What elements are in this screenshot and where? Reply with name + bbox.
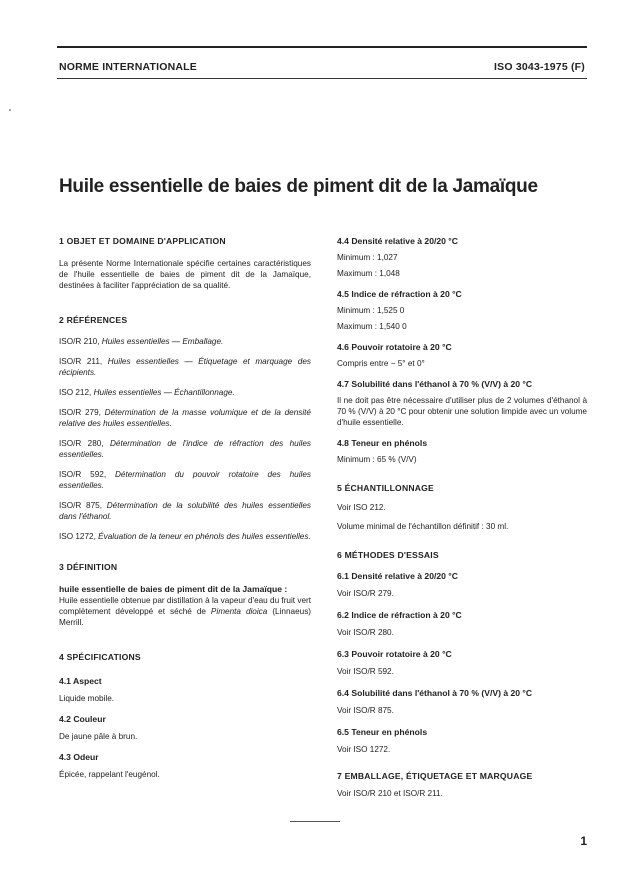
section-1-heading: 1 OBJET ET DOMAINE D'APPLICATION — [59, 236, 226, 246]
footer-rule — [290, 821, 340, 822]
section-4-4-maximum: Maximum : 1,048 — [337, 269, 400, 278]
references-list — [59, 336, 311, 542]
section-6-1-heading: 6.1 Densité relative à 20/20 °C — [337, 571, 458, 581]
left-column — [59, 236, 311, 780]
section-4-7-heading: 4.7 Solubilité dans l'éthanol à 70 % (V/V) à 20 °C — [337, 379, 533, 389]
reference-item: ISO 1272, Évaluation de la teneur en phénols des huiles essentielles. — [59, 532, 311, 541]
header-rule-top — [57, 46, 587, 48]
section-4-8-heading: 4.8 Teneur en phénols — [337, 438, 428, 448]
section-1-body: La présente Norme Internationale spécifie certaines caractéristiques de l'huile essentielle de baies de piment dit de la Jamaïque, destinées à faciliter l'appréciation de sa qualité. — [59, 259, 311, 290]
section-2-heading: 2 RÉFÉRENCES — [59, 315, 128, 325]
definition-body: Huile essentielle obtenue par distillation à la vapeur d'eau du fruit vert complètement développé et séché de Pimenta dioica (Linnaeus) Merrill. — [59, 596, 312, 627]
section-4-1-body: Liquide mobile. — [59, 694, 115, 703]
section-4-6-heading: 4.6 Pouvoir rotatoire à 20 °C — [337, 342, 452, 352]
section-4-heading: 4 SPÉCIFICATIONS — [59, 652, 141, 662]
section-4-8-body: Minimum : 65 % (V/V) — [337, 455, 417, 464]
section-6-2-body: Voir ISO/R 280. — [337, 628, 394, 637]
section-4-3-body: Épicée, rappelant l'eugénol. — [59, 770, 160, 779]
section-7-body: Voir ISO/R 210 et ISO/R 211. — [337, 789, 443, 798]
definition-term: huile essentielle de baies de piment dit de la Jamaïque : — [59, 584, 288, 594]
section-7-heading: 7 EMBALLAGE, ÉTIQUETAGE ET MARQUAGE — [337, 771, 533, 781]
section-6-5-heading: 6.5 Teneur en phénols — [337, 727, 428, 737]
page-number: 1 — [580, 834, 587, 848]
section-4-2-heading: 4.2 Couleur — [59, 714, 106, 724]
section-5-line-2: Volume minimal de l'échantillon définitif : 30 ml. — [337, 522, 509, 531]
section-4-4-minimum: Minimum : 1,027 — [337, 253, 398, 262]
reference-item: ISO 212, Huiles essentielles — Échantillonnage. — [59, 388, 235, 397]
section-4-6-body: Compris entre − 5° et 0° — [337, 359, 425, 368]
reference-item: ISO/R 280, Détermination de l'indice de réfraction des huiles essentielles. — [59, 439, 311, 459]
section-6-heading: 6 MÉTHODES D'ESSAIS — [337, 550, 439, 560]
section-6-4-heading: 6.4 Solubilité dans l'éthanol à 70 % (V/V) à 20 °C — [337, 688, 533, 698]
document-type: NORME INTERNATIONALE — [59, 61, 197, 73]
section-6-2-heading: 6.2 Indice de réfraction à 20 °C — [337, 610, 462, 620]
section-4-2-body: De jaune pâle à brun. — [59, 732, 138, 741]
scan-speck — [9, 109, 11, 111]
section-6-3-heading: 6.3 Pouvoir rotatoire à 20 °C — [337, 649, 452, 659]
section-6-4-body: Voir ISO/R 875. — [337, 706, 394, 715]
section-6-1-body: Voir ISO/R 279. — [337, 589, 394, 598]
section-5-heading: 5 ÉCHANTILLONNAGE — [337, 483, 434, 493]
reference-item: ISO/R 211, Huiles essentielles — Étiquetage et marquage des récipients. — [59, 357, 311, 377]
reference-item: ISO/R 279, Détermination de la masse volumique et de la densité relative des huiles essentielles. — [59, 408, 311, 428]
section-4-5-heading: 4.5 Indice de réfraction à 20 °C — [337, 289, 462, 299]
section-4-7-body: Il ne doit pas être nécessaire d'utiliser plus de 2 volumes d'éthanol à 70 % (V/V) à 20 °C pour obtenir une solution limpide avec un volume d'huile essentielle. — [337, 396, 587, 427]
section-6-5-body: Voir ISO 1272. — [337, 745, 391, 754]
reference-item: ISO/R 875, Détermination de la solubilité des huiles essentielles dans l'éthanol. — [59, 501, 311, 521]
section-4-5-minimum: Minimum : 1,525 0 — [337, 306, 405, 315]
right-column — [337, 236, 587, 799]
standard-reference: ISO 3043-1975 (F) — [494, 61, 585, 73]
section-3-heading: 3 DÉFINITION — [59, 562, 118, 572]
reference-item: ISO/R 592, Détermination du pouvoir rotatoire des huiles essentielles. — [59, 470, 311, 490]
section-4-4-heading: 4.4 Densité relative à 20/20 °C — [337, 236, 458, 246]
header-rule-bottom — [57, 78, 587, 79]
section-4-5-maximum: Maximum : 1,540 0 — [337, 322, 407, 331]
section-5-line-1: Voir ISO 212. — [337, 503, 386, 512]
section-6-3-body: Voir ISO/R 592. — [337, 667, 394, 676]
section-4-1-heading: 4.1 Aspect — [59, 676, 102, 686]
page-title: Huile essentielle de baies de piment dit de la Jamaïque — [59, 176, 538, 197]
reference-item: ISO/R 210, Huiles essentielles — Emballage. — [59, 337, 224, 346]
section-4-3-heading: 4.3 Odeur — [59, 752, 99, 762]
